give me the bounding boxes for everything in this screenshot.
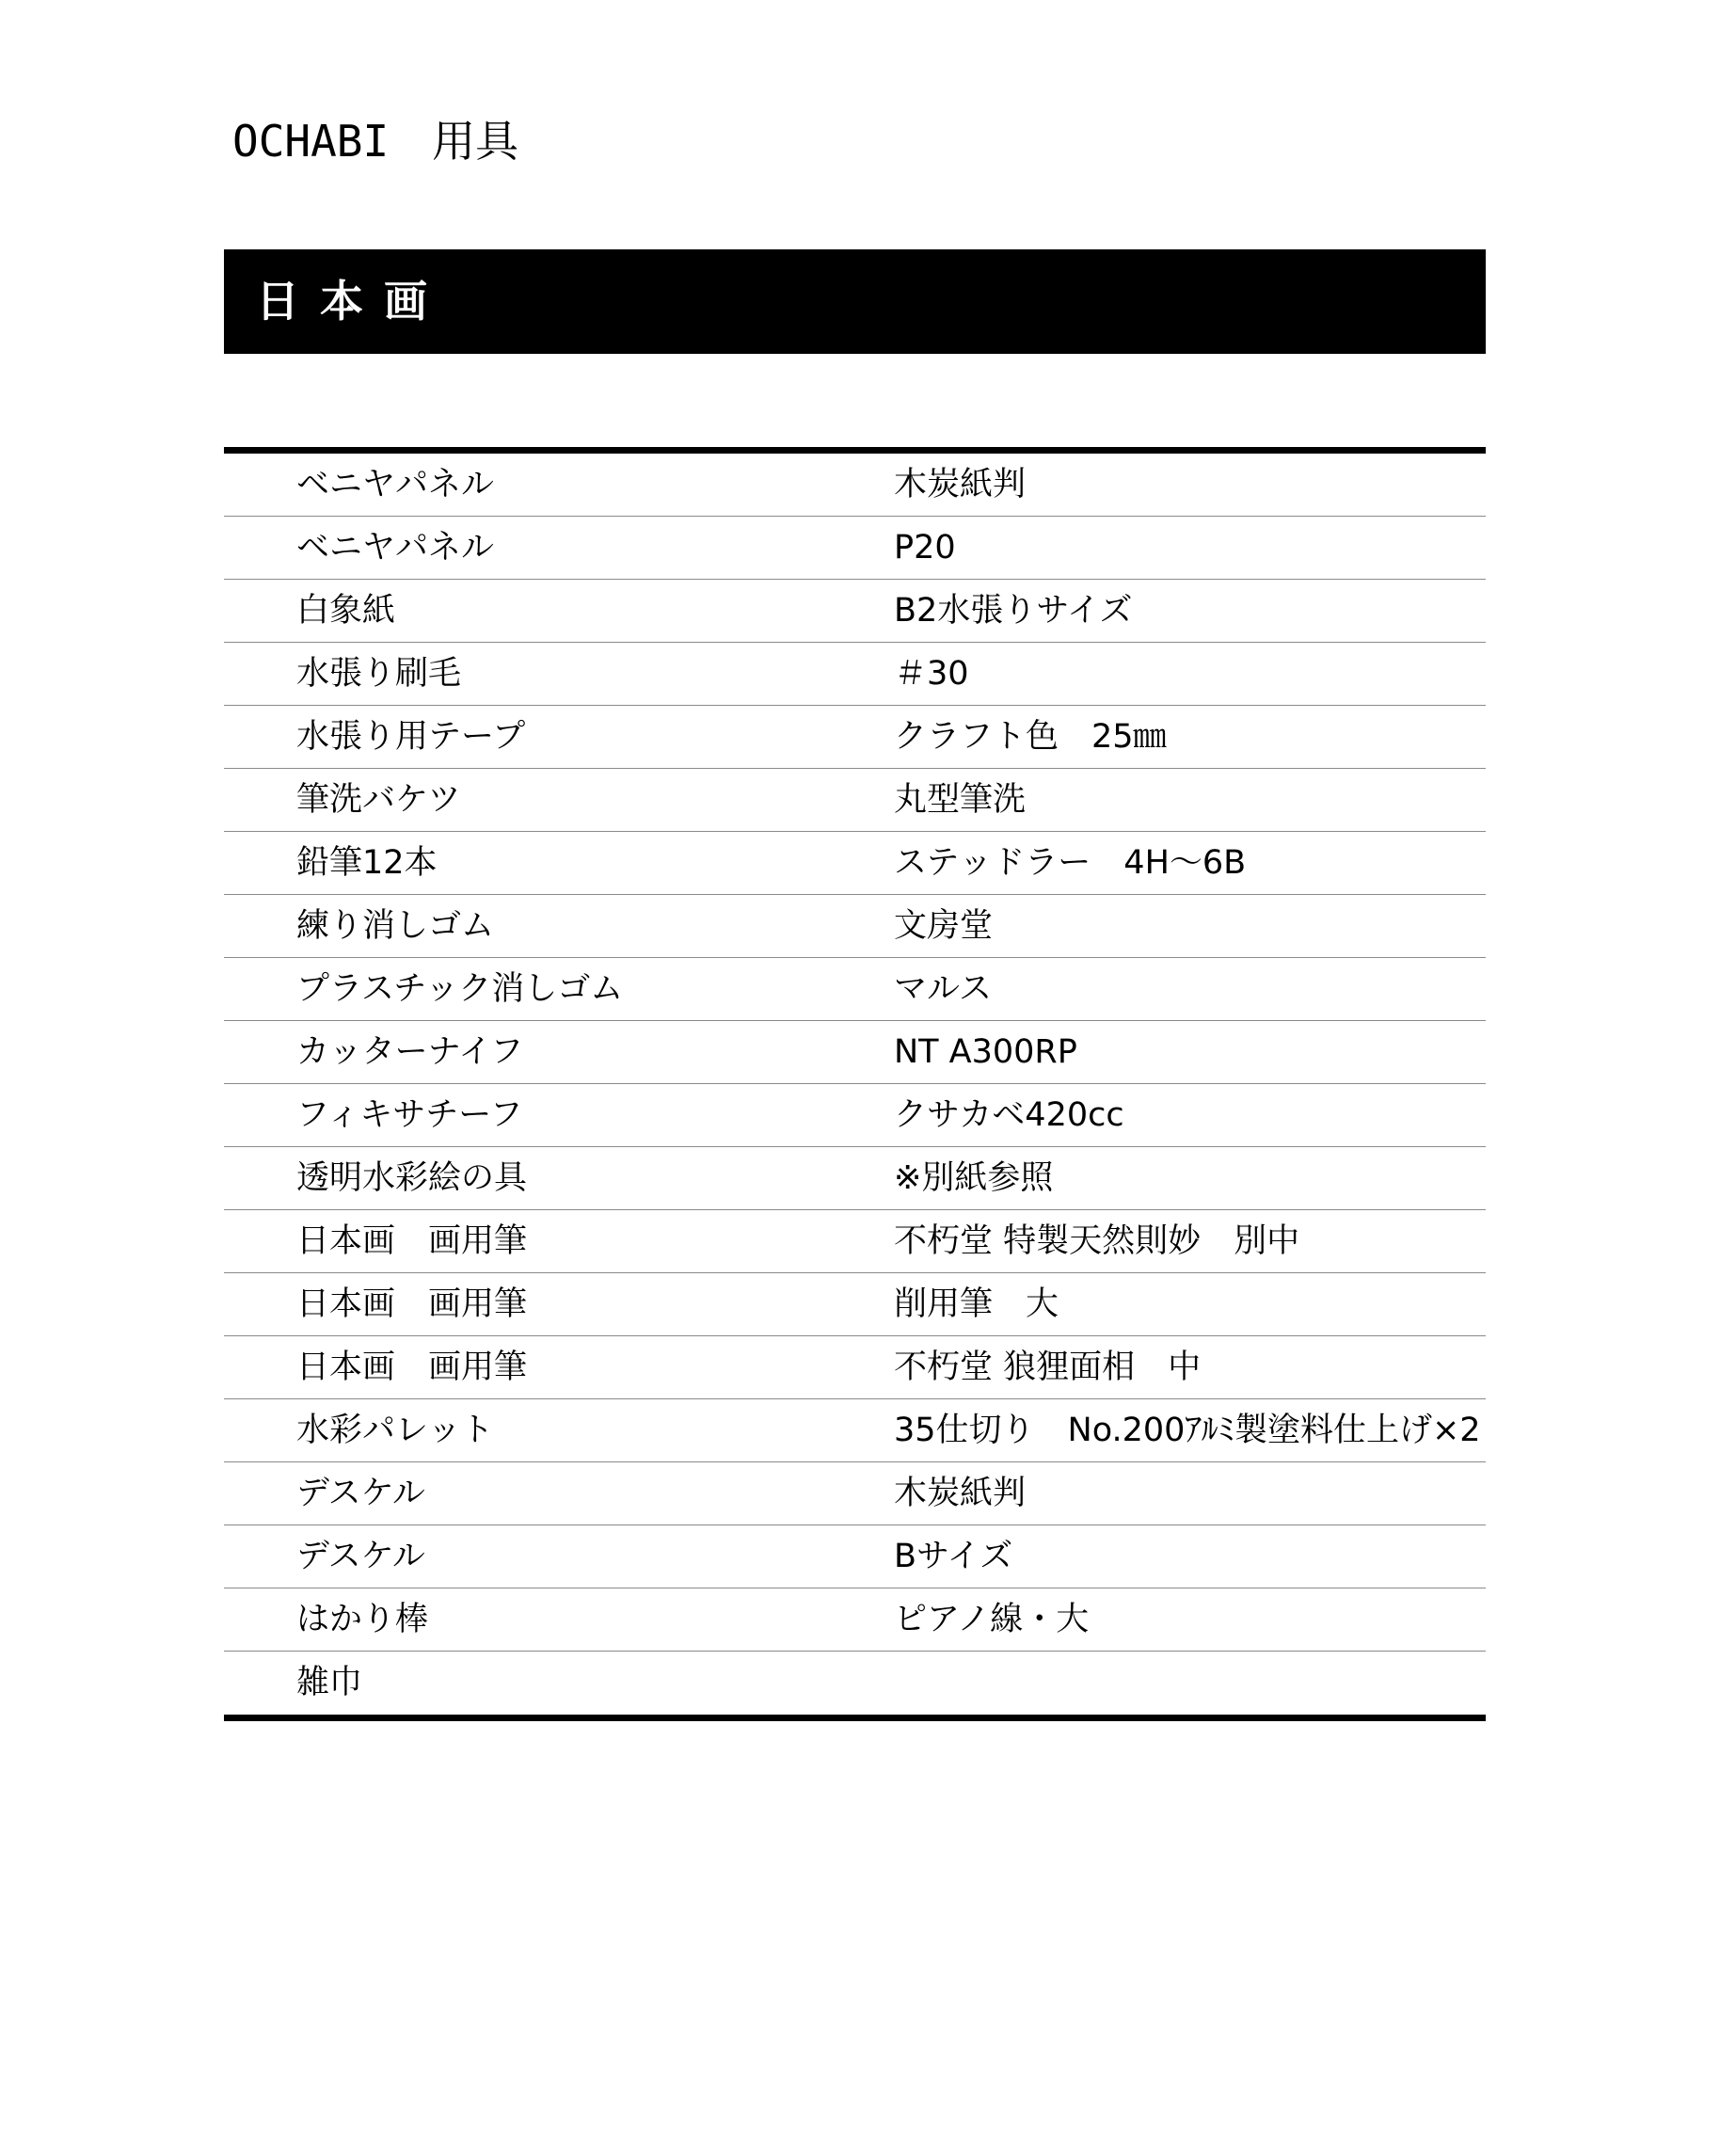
table-row — [224, 1588, 1486, 1652]
item-name: フィキサチーフ — [296, 1096, 523, 1134]
item-spec: 丸型筆洗 — [894, 781, 1027, 819]
table-row — [224, 454, 1486, 517]
item-spec: 削用筆 大 — [894, 1285, 1059, 1323]
section-title: 日本画 — [256, 276, 448, 327]
table-row — [224, 1399, 1486, 1462]
table-row — [224, 1147, 1486, 1210]
table-row — [224, 1462, 1486, 1525]
item-spec: P20 — [894, 529, 956, 567]
item-spec: Bサイズ — [894, 1538, 1013, 1575]
item-name: 水張り用テープ — [296, 718, 526, 756]
item-name: ベニヤパネル — [296, 466, 495, 503]
table-row — [224, 1652, 1486, 1715]
table-row — [224, 1273, 1486, 1336]
item-spec: NT A300RP — [894, 1033, 1077, 1071]
item-name: 筆洗バケツ — [296, 781, 461, 819]
item-spec: 不朽堂 特製天然則妙 別中 — [894, 1222, 1300, 1260]
table-row — [224, 580, 1486, 643]
table-row — [224, 517, 1486, 580]
document-title: OCHABI 用具 — [232, 116, 519, 167]
item-name: デスケル — [296, 1538, 425, 1575]
item-spec: ※別紙参照 — [894, 1159, 1054, 1197]
item-spec: 木炭紙判 — [894, 1475, 1027, 1512]
item-name: 日本画 画用筆 — [296, 1222, 528, 1260]
item-spec: 不朽堂 狼狸面相 中 — [894, 1349, 1202, 1386]
item-name: 白象紙 — [296, 592, 396, 630]
item-name: 水彩パレット — [296, 1412, 494, 1449]
item-name: 練り消しゴム — [296, 907, 495, 945]
item-name: はかり棒 — [296, 1601, 429, 1638]
section-header — [224, 249, 1486, 354]
item-name: 鉛筆12本 — [296, 844, 438, 882]
table-row — [224, 1525, 1486, 1588]
item-spec: 木炭紙判 — [894, 466, 1027, 503]
table-row — [224, 895, 1486, 958]
item-spec: 文房堂 — [894, 907, 994, 945]
item-name: 雑巾 — [296, 1664, 363, 1701]
supply-table — [224, 447, 1486, 1721]
item-name: 透明水彩絵の具 — [296, 1159, 528, 1197]
table-row — [224, 706, 1486, 769]
table-row — [224, 958, 1486, 1021]
table-row — [224, 1336, 1486, 1399]
table-row — [224, 769, 1486, 832]
item-spec: マルス — [894, 970, 992, 1008]
item-name: カッターナイフ — [296, 1033, 524, 1071]
item-spec: B2水張りサイズ — [894, 592, 1133, 630]
item-name: 日本画 画用筆 — [296, 1285, 528, 1323]
item-name: デスケル — [296, 1475, 425, 1512]
table-row — [224, 1021, 1486, 1084]
item-spec: ＃30 — [894, 655, 969, 693]
item-name: ベニヤパネル — [296, 529, 495, 567]
item-spec: クサカベ420cc — [894, 1096, 1124, 1134]
table-row — [224, 1084, 1486, 1147]
item-spec: クラフト色 25㎜ — [894, 718, 1167, 756]
table-row — [224, 832, 1486, 895]
item-name: 日本画 画用筆 — [296, 1349, 528, 1386]
item-spec — [894, 1652, 1496, 1715]
item-spec: 35仕切り No.200ｱﾙﾐ製塗料仕上げ×2 — [894, 1412, 1481, 1449]
item-spec: ステッドラー 4H～6B — [894, 844, 1247, 882]
item-spec: ピアノ線・大 — [894, 1601, 1090, 1638]
item-name: 水張り刷毛 — [296, 655, 462, 693]
table-row — [224, 1210, 1486, 1273]
table-row — [224, 643, 1486, 706]
item-name: プラスチック消しゴム — [296, 970, 624, 1008]
